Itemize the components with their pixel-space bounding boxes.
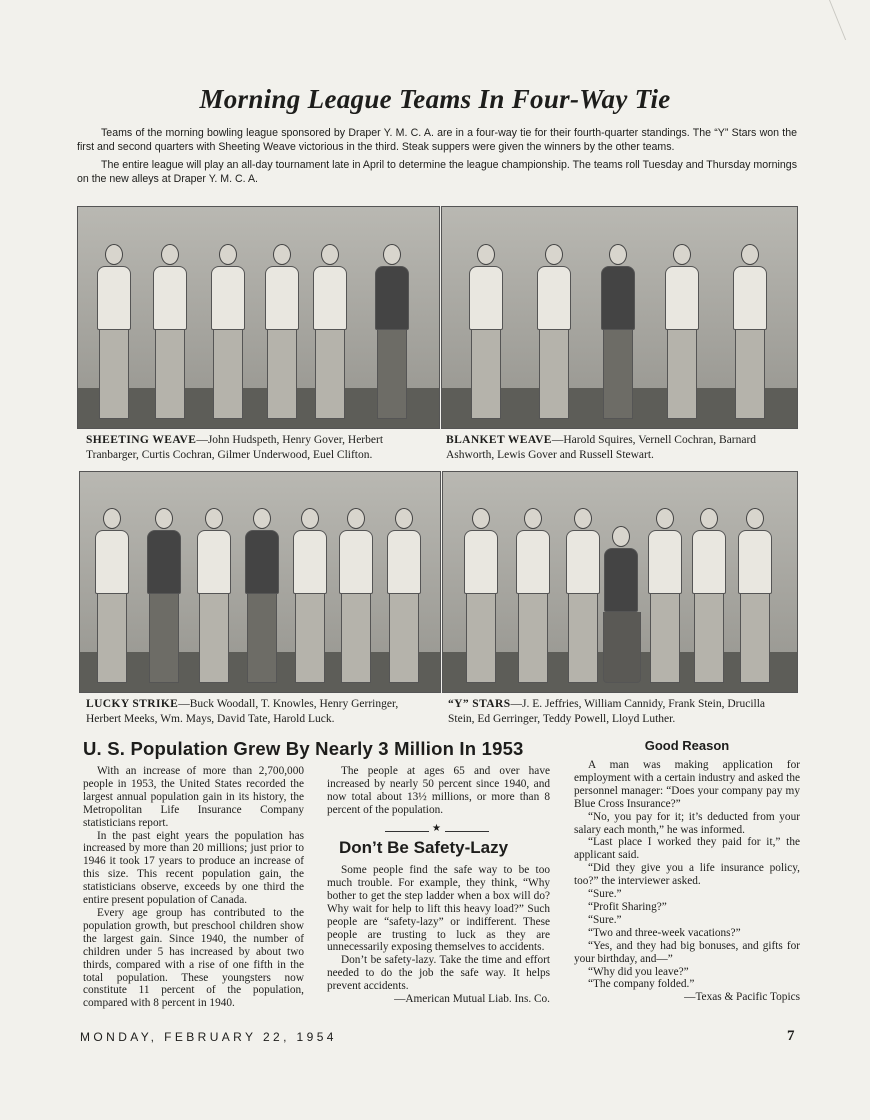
team-members: —Harold Squires, Vernell Cochran, Barnard Ashworth, Lewis Gover and Russell Stewart. xyxy=(446,434,757,461)
population-article-title: U. S. Population Grew By Nearly 3 Million In 1953 xyxy=(83,738,524,759)
good-reason-credit: —Texas & Pacific Topics xyxy=(684,991,800,1004)
good-reason-column xyxy=(574,759,800,1004)
population-column-2 xyxy=(327,765,550,817)
photo-y-stars xyxy=(442,471,798,693)
photo-lucky-strike xyxy=(79,471,441,693)
issue-date: MONDAY, FEBRUARY 22, 1954 xyxy=(80,1030,337,1044)
population-paragraph: The people at ages 65 and over have increased by nearly 50 percent since 1940, and now total about 13½ millions, or more than 8 percent of the population. xyxy=(327,765,550,816)
photo-sheeting-weave xyxy=(77,206,440,429)
good-reason-paragraph: “Why did you leave?” xyxy=(588,965,689,978)
good-reason-paragraph: “No, you pay for it; it’s deducted from your salary each month,” he was informed. xyxy=(574,810,800,836)
main-article-intro xyxy=(77,127,797,191)
safety-column xyxy=(327,864,550,1006)
population-paragraph: In the past eight years the population has increased by more than 20 millions; just prior to 1946 it took 17 years to produce an increase of this size. This recent population gain, the statisticians observe, exceeds by one third the entire present population of Canada. xyxy=(83,829,304,907)
caption-sheeting-weave xyxy=(86,433,432,462)
good-reason-paragraph: “The company folded.” xyxy=(588,978,695,991)
team-members: —J. E. Jeffries, William Cannidy, Frank Stein, Drucilla Stein, Ed Gerringer, Teddy Powell, Lloyd Luther. xyxy=(448,698,766,725)
caption-blanket-weave xyxy=(446,433,794,462)
population-paragraph: Every age group has contributed to the population growth, but preschool children show the largest gain. Since 1940, the number of children under 5 has increased by about two thirds, compared with a rise of one fifth in the total population. These youngsters now constitute 11 percent of the population, compared with 8 percent in 1940. xyxy=(83,906,304,1010)
photo-blanket-weave xyxy=(441,206,798,429)
team-name: SHEETING WEAVE xyxy=(86,434,197,446)
population-column-1 xyxy=(83,765,304,1010)
caption-lucky-strike xyxy=(86,697,432,726)
star-icon: ★ xyxy=(432,823,441,834)
intro-paragraph: The entire league will play an all-day tournament late in April to determine the league championship. The teams roll Tuesday and Thursday mornings on the new alleys at Draper Y. M. C. A. xyxy=(77,159,797,185)
section-separator xyxy=(385,823,491,836)
team-members: —Buck Woodall, T. Knowles, Henry Gerringer, Herbert Meeks, Wm. Mays, David Tate, Harold Luck. xyxy=(86,698,399,725)
good-reason-paragraph: “Did they give you a life insurance policy, too?” the interviewer asked. xyxy=(574,862,800,888)
safety-credit: —American Mutual Liab. Ins. Co. xyxy=(394,993,550,1006)
good-reason-paragraph: “Yes, and they had big bonuses, and gifts for your birthday, and—” xyxy=(574,939,800,965)
good-reason-paragraph: “Two and three-week vacations?” xyxy=(588,926,741,939)
team-name: LUCKY STRIKE xyxy=(86,698,179,710)
safety-paragraph: Don’t be safety-lazy. Take the time and effort needed to do the job the safe way. It helps prevent accidents. xyxy=(327,954,550,993)
good-reason-paragraph: “Sure.” xyxy=(588,888,622,901)
team-name: BLANKET WEAVE xyxy=(446,434,552,446)
team-members: —John Hudspeth, Henry Gover, Herbert Tranbarger, Curtis Cochran, Gilmer Underwood, Euel Clifton. xyxy=(86,434,384,461)
caption-y-stars xyxy=(448,697,794,726)
good-reason-paragraph: “Sure.” xyxy=(588,913,622,926)
team-name: “Y” STARS xyxy=(448,698,511,710)
safety-paragraph: Some people find the safe way to be too much trouble. For example, they think, “Why bother to get the step ladder when a box will do? Why wait for help to lift this heavy load?” Such people are “safety-lazy” or indifferent. These people are trusting to luck as they are unnecessarily exposing themselves to accidents. xyxy=(327,864,550,954)
page-corner-fold xyxy=(829,0,870,40)
good-reason-paragraph: “Last place I worked they paid for it,” the applicant said. xyxy=(574,836,800,862)
intro-paragraph: Teams of the morning bowling league sponsored by Draper Y. M. C. A. are in a four-way tie for their fourth-quarter standings. The “Y” Stars won the first and second quarters with Sheeting Weave victorious in the third. Steak suppers were given the winners by the other teams. xyxy=(77,127,797,153)
safety-article-title: Don’t Be Safety-Lazy xyxy=(339,838,509,857)
population-paragraph: With an increase of more than 2,700,000 people in 1953, the United States recorded the largest annual population gain in its history, the Metropolitan Life Insurance Company statisticians report. xyxy=(83,765,304,829)
good-reason-paragraph: “Profit Sharing?” xyxy=(588,900,667,913)
good-reason-paragraph: A man was making application for employment with a certain industry and asked the personnel manager: “Does your company pay my Blue Cross Insurance?” xyxy=(574,759,800,810)
page-number: 7 xyxy=(787,1028,795,1044)
main-article-title: Morning League Teams In Four-Way Tie xyxy=(199,84,671,114)
good-reason-title: Good Reason xyxy=(644,738,730,753)
